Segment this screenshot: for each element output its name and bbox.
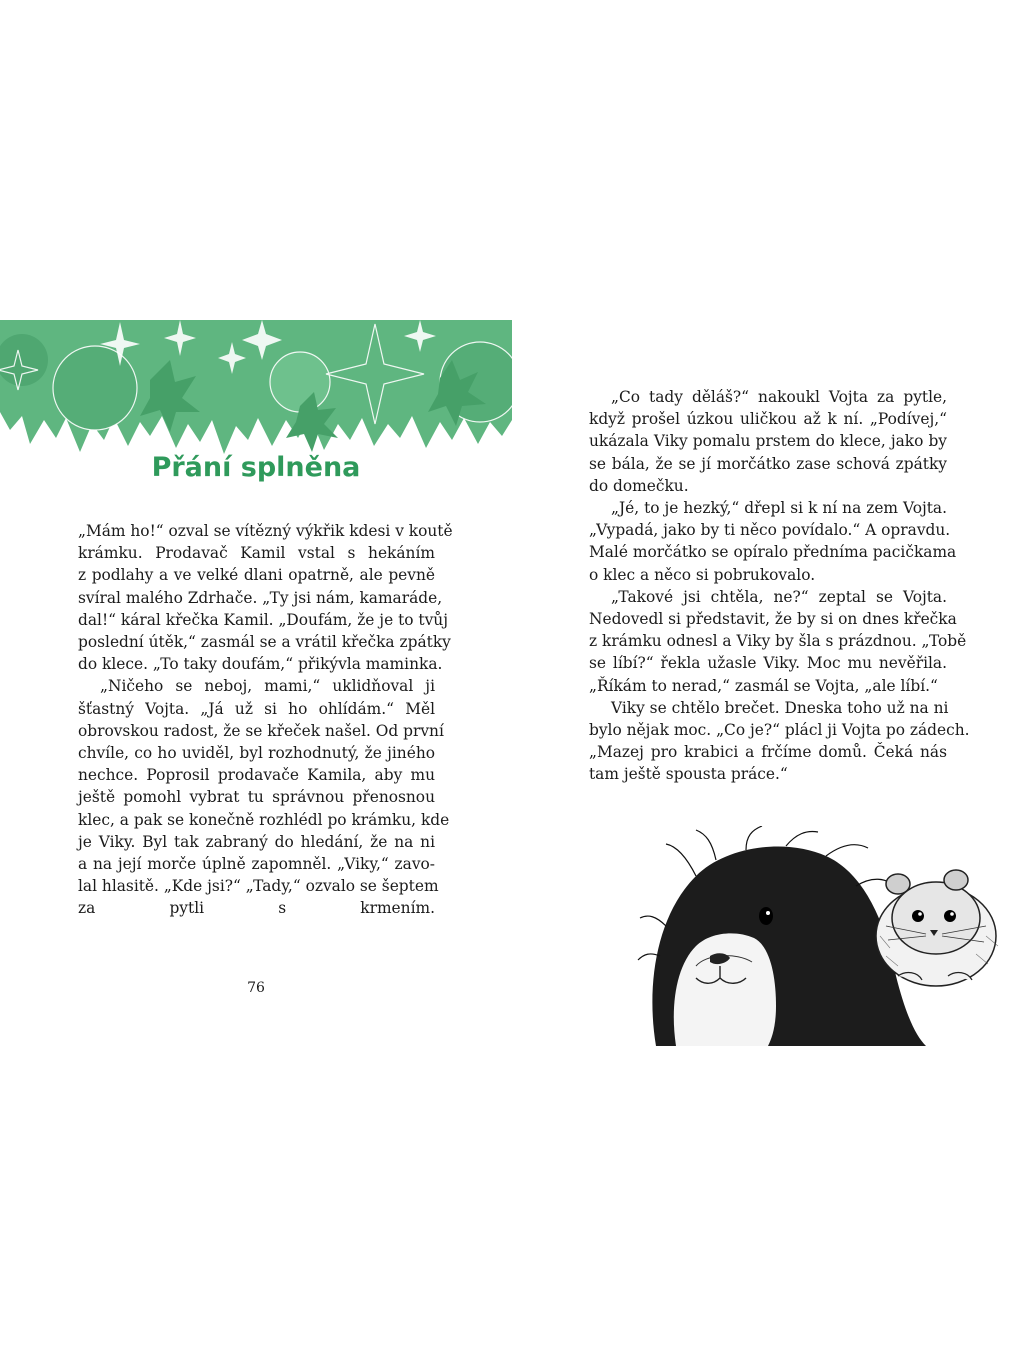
text-line: „Takové jsi chtěla, ne?“ zeptal se Vojta. (611, 587, 947, 606)
text-line: z krámku odnesl a Viky by šla s prázdnou. „Tobě (589, 632, 967, 651)
right-paragraph-2 (589, 497, 957, 586)
text-line: nechce. Poprosil prodavače Kamila, aby mu (78, 766, 435, 785)
right-paragraph-3 (589, 586, 967, 697)
animal-sketch-image (636, 826, 1024, 1046)
right-paragraph-4 (589, 697, 970, 786)
text-line: Malé morčátko se opíralo předníma pacičkama (589, 543, 957, 562)
text-line: o klec a něco si pobrukovalo. (589, 565, 816, 584)
text-line: Viky se chtělo brečet. Dneska toho už na ni (611, 698, 949, 717)
left-paragraph-2 (78, 675, 450, 919)
text-line: lal hlasitě. „Kde jsi?“ „Tady,“ ozvalo se šeptem (78, 877, 439, 896)
left-paragraph-1 (78, 520, 453, 675)
text-line: bylo nějak moc. „Co je?“ plácl ji Vojta po zádech. (589, 721, 970, 740)
text-line: „Jé, to je hezký,“ dřepl si k ní na zem Vojta. (611, 499, 947, 518)
text-line: „Mám ho!“ ozval se vítězný výkřik kdesi v koutě (78, 522, 453, 540)
text-line: když prošel úzkou uličkou až k ní. „Podívej,“ (589, 410, 947, 429)
text-line: „Ničeho se neboj, mami,“ uklidňoval ji (100, 677, 435, 696)
text-line: a na její morče úplně zapomněl. „Viky,“ zavo- (78, 855, 435, 874)
text-line: z podlahy a ve velké dlani opatrně, ale pevně (78, 566, 435, 585)
left-page-text (78, 520, 453, 920)
text-line: šťastný Vojta. „Já už si ho ohlídám.“ Měl (78, 699, 435, 718)
text-line: obrovskou radost, že se křeček našel. Od první (78, 721, 444, 740)
text-line: poslední útěk,“ zasmál se a vrátil křečka zpátky (78, 633, 451, 652)
text-line: do domečku. (589, 476, 689, 495)
text-line: svíral malého Zdrhače. „Ty jsi nám, kamaráde, (78, 588, 443, 607)
text-line: ukázala Viky pomalu prstem do klece, jako by (589, 432, 947, 451)
text-line: „Vypadá, jako by ti něco povídalo.“ A opravdu. (589, 521, 951, 540)
chapter-banner (0, 320, 512, 465)
text-line: „Mazej pro krabici a frčíme domů. Čeká nás (589, 743, 947, 762)
text-line: se bála, že se jí morčátko zase schová zpátky (589, 454, 947, 473)
right-page-text (589, 386, 970, 786)
text-line: se líbí?“ řekla užasle Viky. Moc mu nevěřila. (589, 654, 947, 673)
text-line: tam ještě spousta práce.“ (589, 765, 788, 784)
chapter-title: Přání splněna (151, 452, 361, 483)
text-line: do klece. „To taky doufám,“ přikývla maminka. (78, 655, 443, 674)
text-line: za pytli s krmením. (78, 899, 435, 918)
text-line: krámku. Prodavač Kamil vstal s hekáním (78, 544, 435, 563)
text-line: je Viky. Byl tak zabraný do hledání, že na ni (78, 832, 435, 851)
text-line: chvíle, co ho uviděl, byl rozhodnutý, že jiného (78, 744, 435, 763)
text-line: ještě pomohl vybrat tu správnou přenosnou (78, 788, 435, 807)
text-line: dal!“ káral křečka Kamil. „Doufám, že je to tvůj (78, 610, 448, 629)
text-line: klec, a pak se konečně rozhlédl po krámku, kde (78, 810, 450, 829)
text-line: „Říkám to nerad,“ zasmál se Vojta, „ale líbí.“ (589, 676, 938, 695)
guinea-pig-hamster-illustration (636, 826, 1024, 1046)
page-number: 76 (247, 980, 265, 996)
christmas-ornament-banner (0, 320, 512, 465)
text-line: „Co tady děláš?“ nakoukl Vojta za pytle, (611, 388, 947, 406)
text-line: Nedovedl si představit, že by si on dnes křečka (589, 610, 957, 629)
right-paragraph-1 (589, 386, 947, 497)
